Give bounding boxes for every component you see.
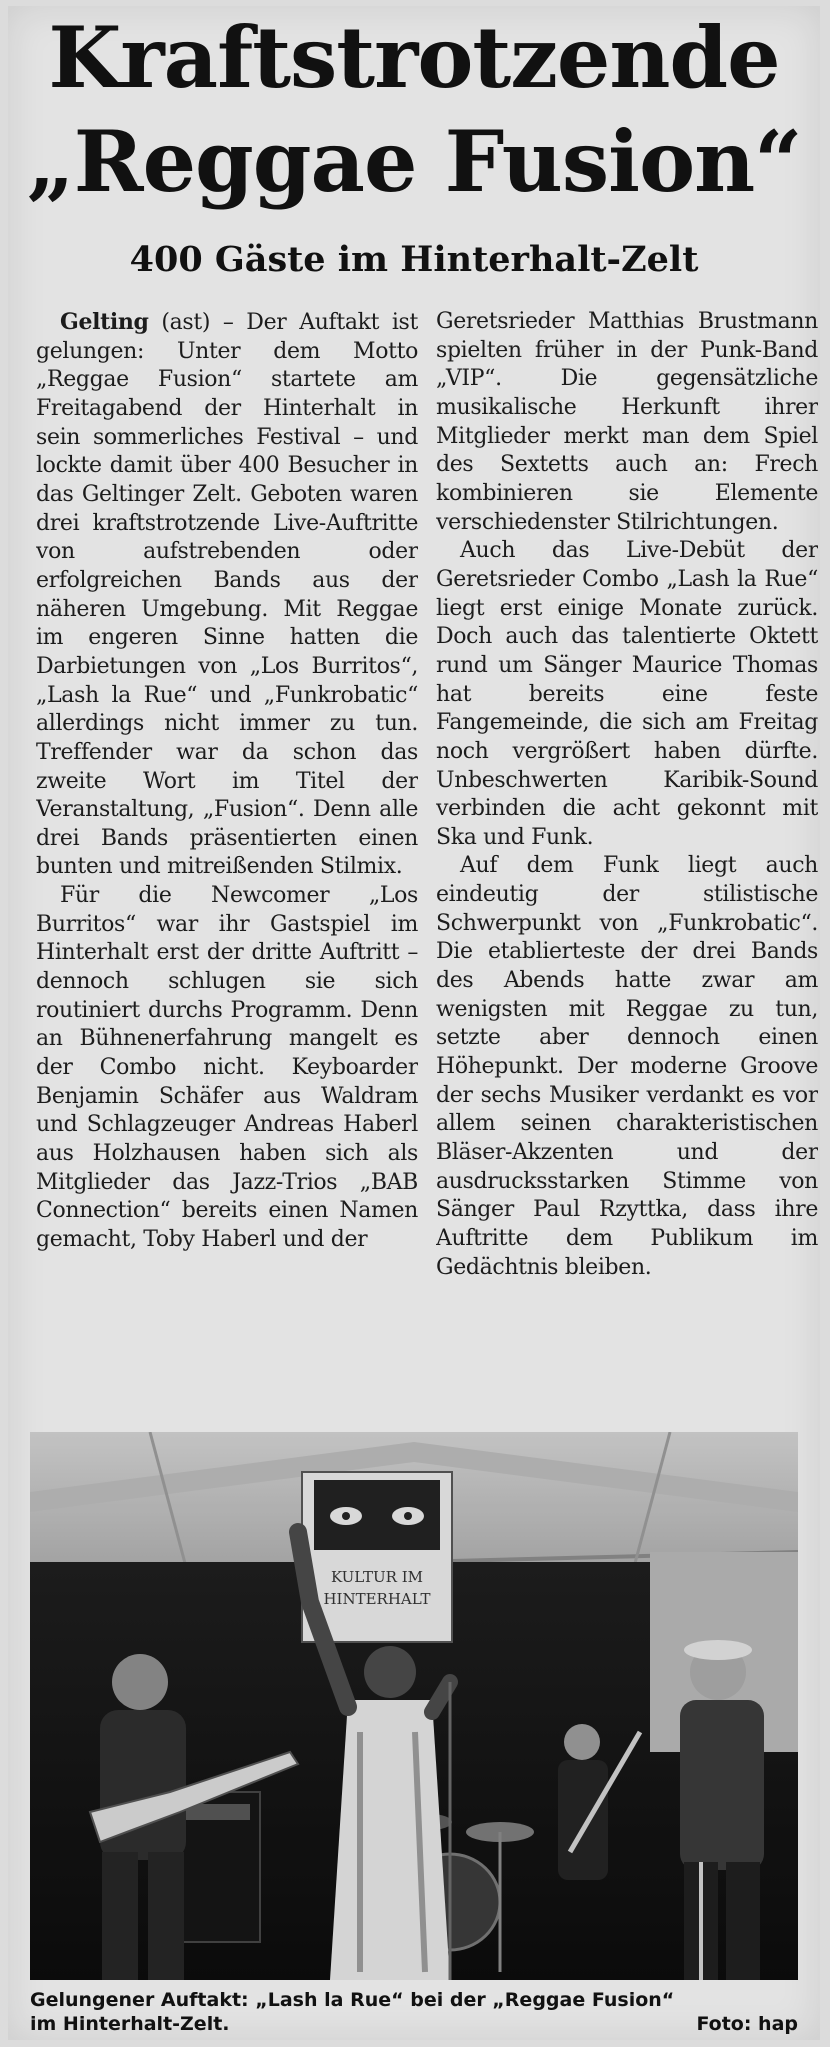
column-1-paragraph-1: [36, 308, 418, 882]
headline-line-1: Kraftstrotzende: [48, 8, 780, 107]
concert-photo: [30, 1432, 798, 1980]
dateline: Gelting: [60, 309, 149, 335]
photo-caption: [30, 1988, 798, 2036]
caption-line-1: Gelungener Auftakt: „Lash la Rue“ bei der „Reggae Fusion“: [30, 1989, 675, 2011]
banner-text-line-1: KULTUR IM: [330, 1568, 424, 1586]
column-2-paragraph-1: Geretsrieder Matthias Brustmann spielten früher in der Punk-Band „VIP“. Die gegensätzliche musikalische Herkunft ihrer Mitglieder merkt man dem Spiel des Sextetts auch an: Frech kombinieren sie Elemente verschiedenster Stilrichtungen.: [436, 309, 818, 535]
column-2-paragraph-2: Auch das Live-Debüt der Geretsrieder Combo „Lash la Rue“ liegt erst einige Monate zurück. Doch auch das talentierte Oktett rund um Sänger Maurice Thomas hat bereits eine feste Fangemeinde, die sich am Freitag noch vergrößert haben dürfte. Unbeschwerten Karibik-Sound verbinden die acht gekonnt mit Ska und Funk.: [436, 538, 818, 850]
photo-grain: [30, 1432, 798, 1980]
column-1-paragraph-1-text: (ast) – Der Auftakt ist gelungen: Unter dem Motto „Reggae Fusion“ startete am Freitagabend der Hinterhalt in sein sommerliches Festival – und lockte damit über 400 Besucher in das Geltinger Zelt. Geboten waren drei kraftstrotzende Live-Auftritte von aufstrebenden oder erfolgreichen Bands aus der näheren Umgebung. Mit Reggae im engeren Sinne hatten die Darbietungen von „Los Burritos“, „Lash la Rue“ und „Funkrobatic“ allerdings nicht immer zu tun. Treffender war da schon das zweite Wort im Titel der Veranstaltung, „Fusion“. Denn alle drei Bands präsentierten einen bunten und mitreißenden Stilmix.: [36, 310, 418, 880]
article-column-2: [436, 308, 818, 1418]
headline-line-2: „Reggae Fusion“: [26, 112, 802, 211]
caption-line-2: im Hinterhalt-Zelt.: [30, 2013, 230, 2035]
newspaper-clipping: [8, 6, 820, 2040]
subheadline: 400 Gäste im Hinterhalt-Zelt: [129, 239, 699, 280]
photo-credit: Foto: hap: [696, 2013, 798, 2035]
banner-text-line-2: HINTERHALT: [323, 1590, 431, 1608]
concert-photo-illustration: [30, 1432, 798, 1980]
caption-line-2-row: [30, 2012, 798, 2036]
article-column-1: [36, 308, 418, 1418]
column-2-paragraph-3: Auf dem Funk liegt auch eindeutig der stilistische Schwerpunkt von „Funkrobatic“. Die etablierteste der drei Bands des Abends hatte zwar am wenigsten mit Reggae zu tun, setzte aber dennoch einen Höhepunkt. Der moderne Groove der sechs Musiker verdankt es vor allem seinen charakteristischen Bläser-Akzenten und der ausdrucksstarken Stimme von Sänger Paul Rzyttka, dass ihre Auftritte dem Publikum im Gedächtnis bleiben.: [436, 853, 818, 1280]
column-1-paragraph-2: Für die Newcomer „Los Burritos“ war ihr Gastspiel im Hinterhalt erst der dritte Auftritt – dennoch schlugen sie sich routiniert durchs Programm. Denn an Bühnenerfahrung mangelt es der Combo nicht. Keyboarder Benjamin Schäfer aus Waldram und Schlagzeuger Andreas Haberl aus Holzhausen haben sich als Mitglieder das Jazz-Trios „BAB Connection“ bereits einen Namen gemacht, Toby Haberl und der: [36, 883, 418, 1252]
